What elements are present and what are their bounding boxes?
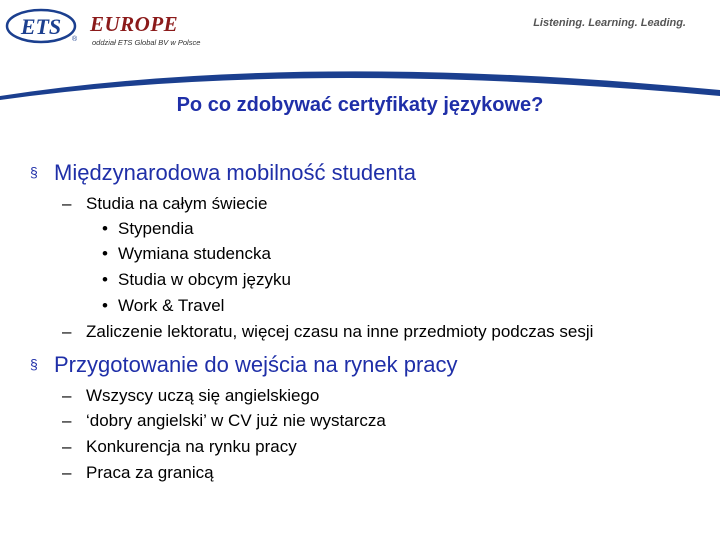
bullet-text: Wymiana studencka [118, 244, 271, 263]
dash-marker: – [62, 463, 72, 482]
bullet-text: Przygotowanie do wejścia na rynek pracy [54, 352, 458, 377]
dash-marker: – [62, 386, 72, 405]
section-marker: § [30, 356, 38, 372]
bullet-text: Konkurencja na rynku pracy [86, 437, 297, 456]
slide-title: Po co zdobywać certyfikaty językowe? [176, 94, 544, 116]
ets-logo-text: ETS [20, 14, 62, 39]
bullet-level2 [62, 411, 386, 431]
dash-marker: – [62, 322, 72, 341]
bullet-level3 [102, 270, 291, 290]
tagline: Listening. Learning. Leading. [533, 17, 686, 29]
bullet-text: Wszyscy uczą się angielskiego [86, 386, 320, 405]
subsidiary-text: oddział ETS Global BV w Polsce [92, 38, 201, 47]
bullet-level2 [62, 463, 214, 483]
dash-marker: – [62, 437, 72, 456]
bullet-text: Stypendia [118, 219, 194, 238]
bullet-level2 [62, 437, 297, 457]
bullet-text: Studia w obcym języku [118, 270, 291, 289]
bullet-level2 [62, 322, 593, 342]
bullet-text: Międzynarodowa mobilność studenta [54, 160, 416, 185]
dash-marker: – [62, 194, 72, 213]
bullet-text: ‘dobry angielski’ w CV już nie wystarcza [86, 411, 386, 430]
section-marker: § [30, 164, 38, 180]
bullet-level1 [30, 352, 458, 378]
bullet-level3 [102, 244, 271, 264]
bullet-text: Zaliczenie lektoratu, więcej czasu na inne przedmioty podczas sesji [86, 322, 594, 341]
brand-name: EUROPE [90, 12, 179, 36]
bullet-level3 [102, 296, 224, 316]
bullet-level2 [62, 386, 319, 406]
dot-marker: • [102, 219, 108, 238]
bullet-level3 [102, 219, 194, 239]
bullet-level2 [62, 194, 267, 214]
dot-marker: • [102, 270, 108, 289]
bullet-text: Praca za granicą [86, 463, 214, 482]
registered-mark: ® [72, 36, 77, 43]
dot-marker: • [102, 244, 108, 263]
bullet-level1 [30, 160, 416, 186]
dash-marker: – [62, 411, 72, 430]
bullet-text: Work & Travel [118, 296, 225, 315]
bullet-text: Studia na całym świecie [86, 194, 268, 213]
dot-marker: • [102, 296, 108, 315]
